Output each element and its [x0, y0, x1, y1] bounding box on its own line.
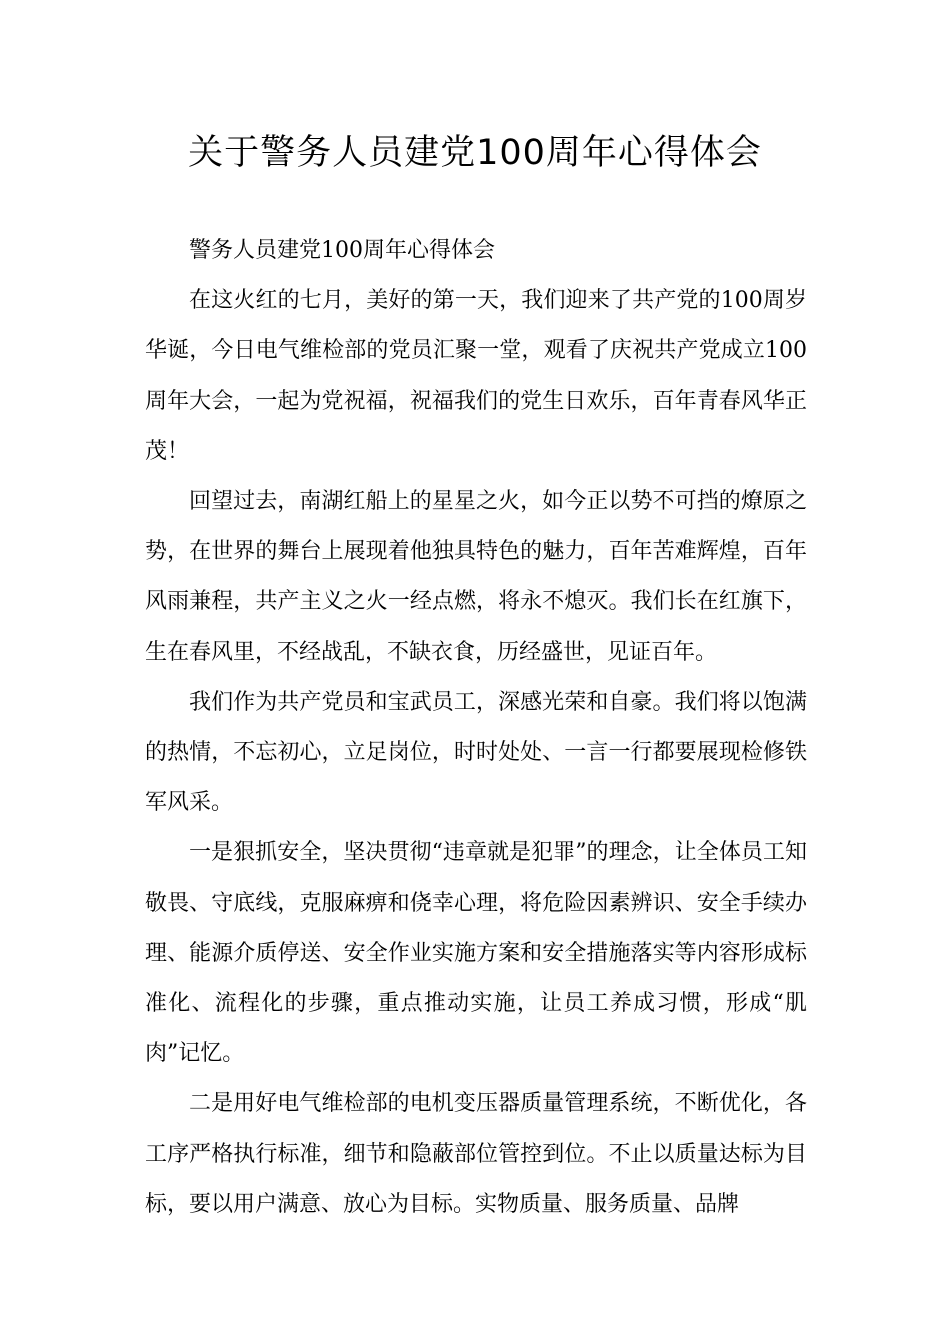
paragraph-intro: 在这火红的七月，美好的第一天，我们迎来了共产党的100周岁华诞，今日电气维检部的党员汇聚一堂，观看了庆祝共产党成立100周年大会，一起为党祝福，祝福我们的党生日欢乐，百年青春风华正茂！: [145, 288, 807, 464]
paragraph-pride: 我们作为共产党员和宝武员工，深感光荣和自豪。我们将以饱满的热情，不忘初心，立足岗位，时时处处、一言一行都要展现检修铁军风采。: [145, 689, 807, 816]
paragraph-quality: 二是用好电气维检部的电机变压器质量管理系统，不断优化，各工序严格执行标准，细节和隐蔽部位管控到位。不止以质量达标为目标，要以用户满意、放心为目标。实物质量、服务质量、品牌: [145, 1091, 807, 1217]
document-title: 关于警务人员建党100周年心得体会: [188, 133, 762, 173]
paragraph-review: 回望过去，南湖红船上的星星之火，如今正以势不可挡的燎原之势，在世界的舞台上展现着他独具特色的魅力，百年苦难辉煌，百年风雨兼程，共产主义之火一经点燃，将永不熄灭。我们长在红旗下，生在春风里，不经战乱，不缺衣食，历经盛世，见证百年。: [145, 489, 807, 665]
document-body: [145, 226, 807, 1230]
paragraph-safety: 一是狠抓安全，坚决贯彻“违章就是犯罪”的理念，让全体员工知敬畏、守底线，克服麻痹和侥幸心理，将危险因素辨识、安全手续办理、能源介质停送、安全作业实施方案和安全措施落实等内容形成标准化、流程化的步骤，重点推动实施，让员工养成习惯，形成“肌肉”记忆。: [145, 840, 807, 1067]
paragraph-subtitle: 警务人员建党100周年心得体会: [189, 238, 495, 263]
